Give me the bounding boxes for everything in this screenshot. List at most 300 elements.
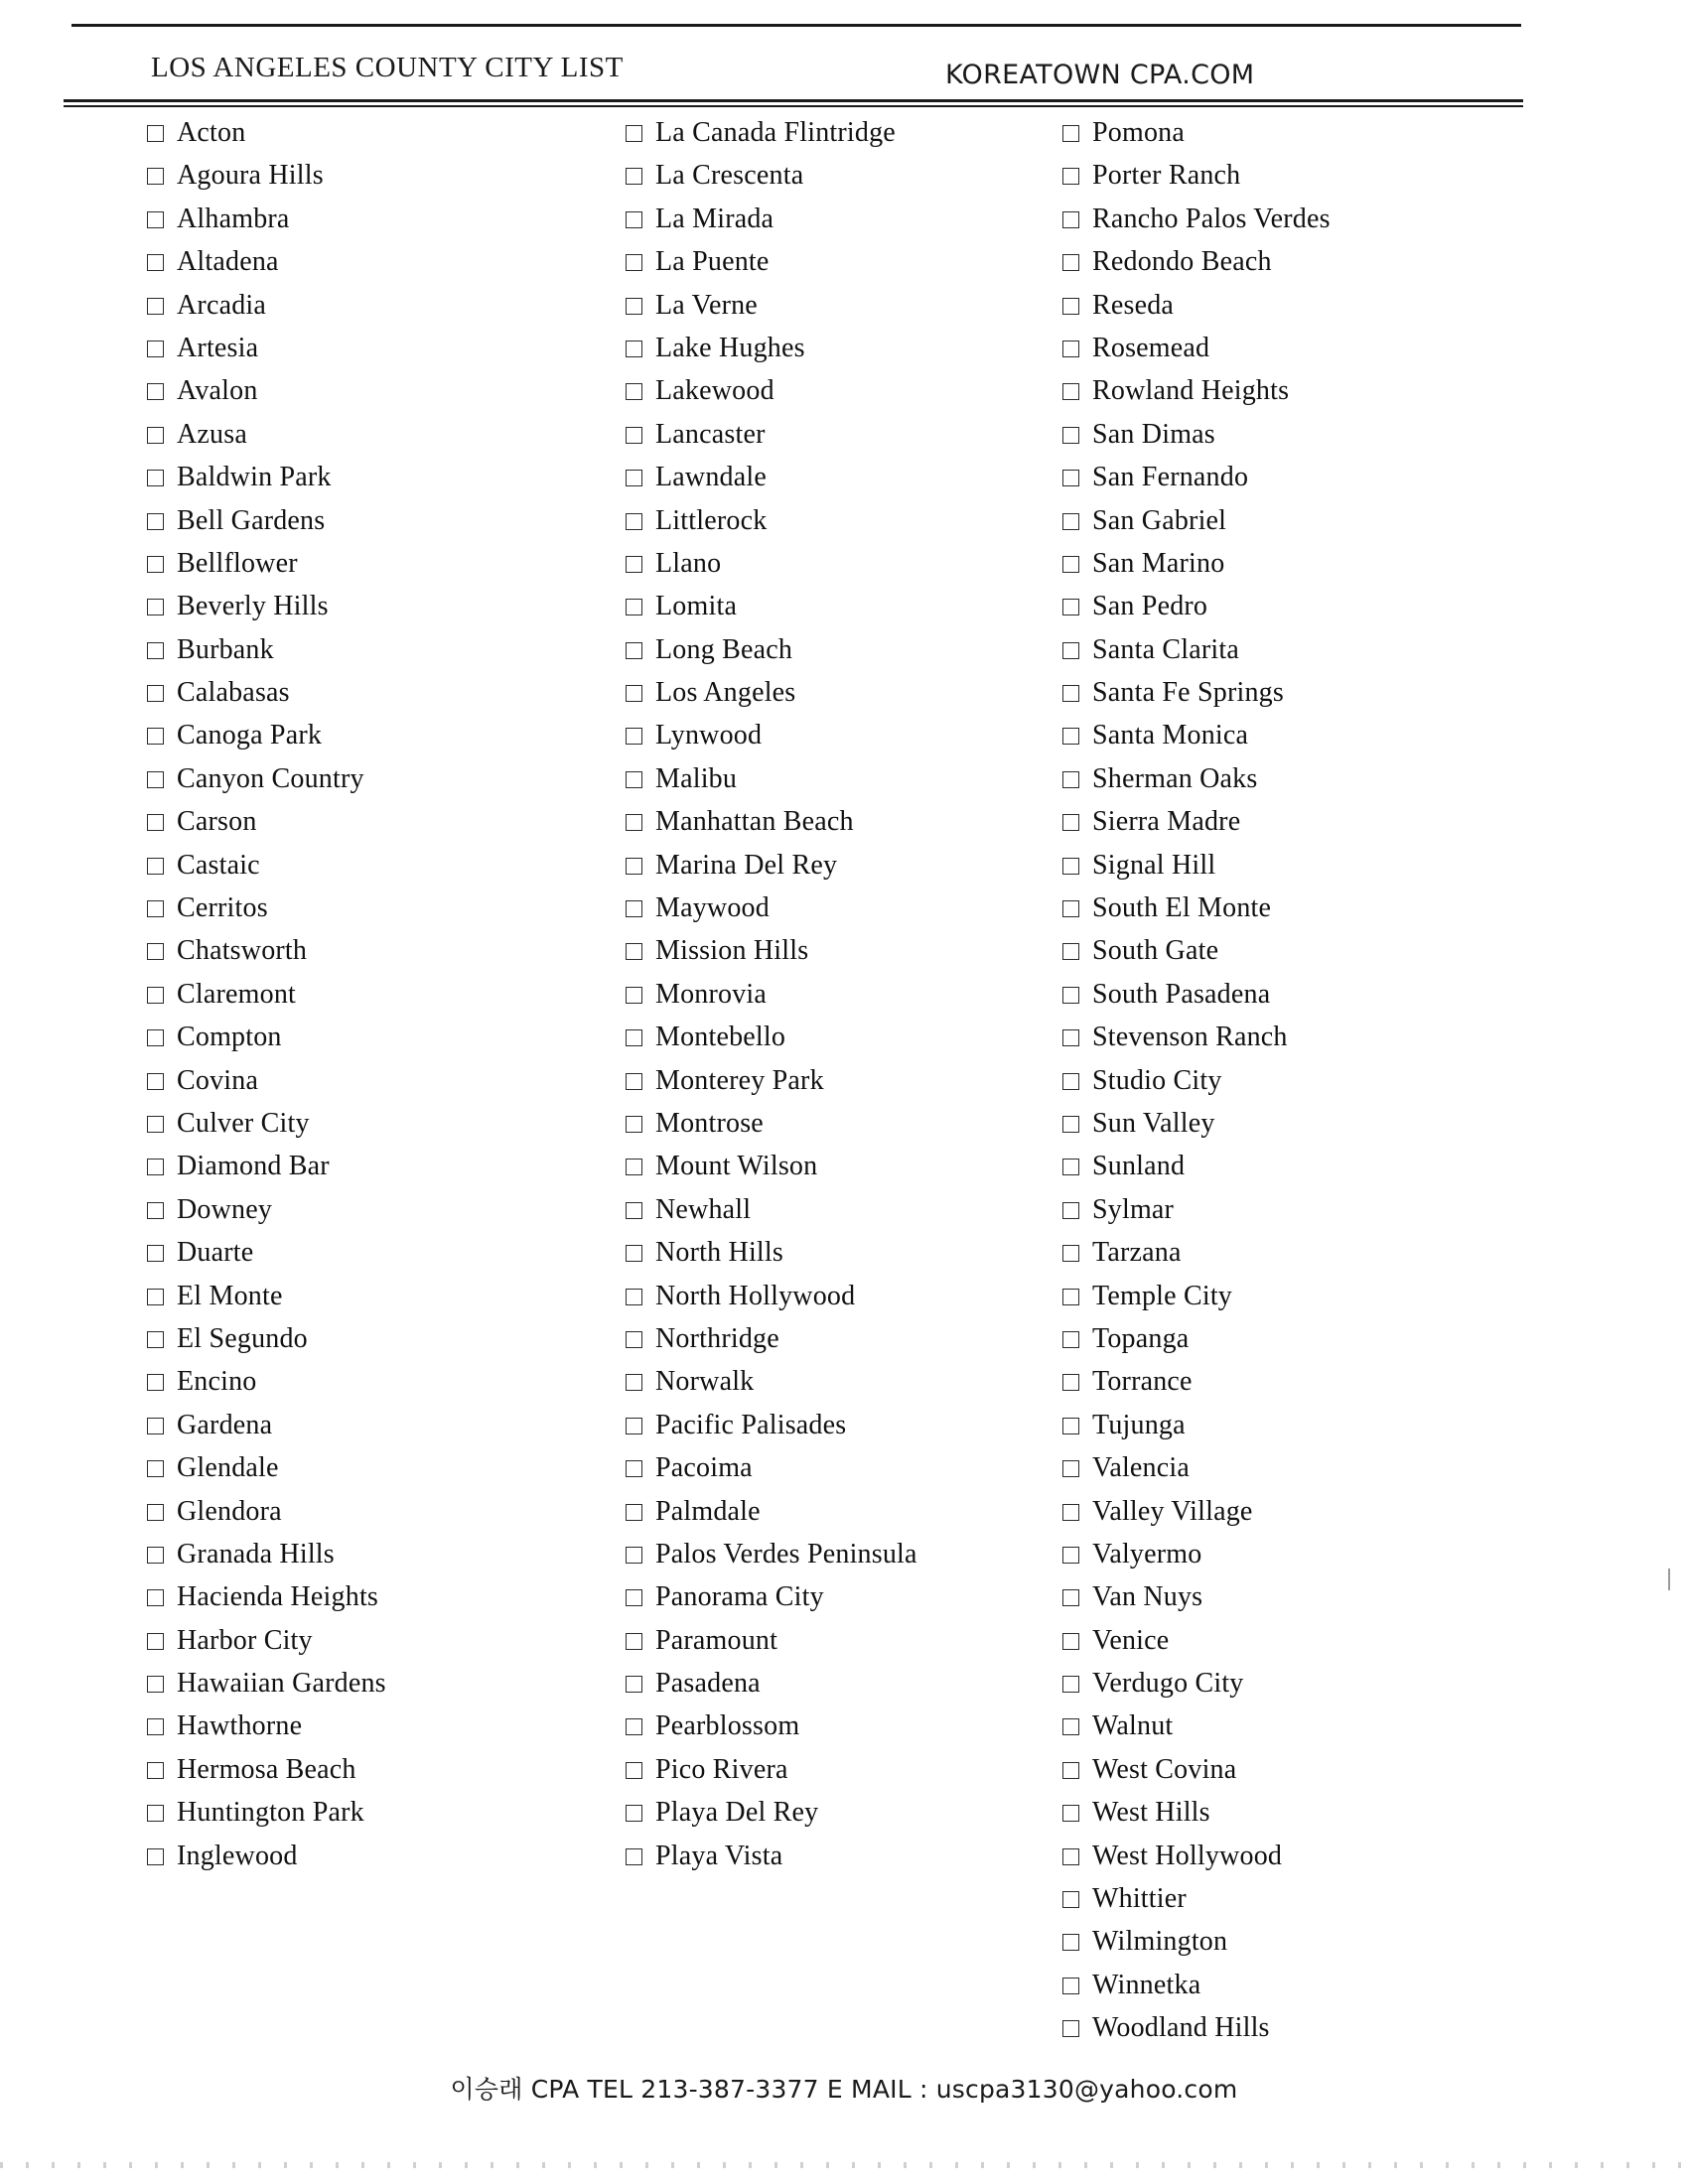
city-list-item[interactable] bbox=[626, 456, 1082, 498]
city-list-item[interactable] bbox=[626, 1016, 1082, 1058]
checkbox-icon[interactable] bbox=[147, 685, 164, 702]
checkbox-icon[interactable] bbox=[626, 1805, 642, 1822]
checkbox-icon[interactable] bbox=[626, 1245, 642, 1262]
city-list-item[interactable] bbox=[1062, 542, 1519, 585]
city-list-item[interactable] bbox=[147, 1059, 614, 1102]
checkbox-icon[interactable] bbox=[626, 943, 642, 960]
city-list-item[interactable] bbox=[1062, 628, 1519, 671]
city-list-item[interactable] bbox=[626, 198, 1082, 240]
city-name-label: Altadena bbox=[177, 246, 279, 278]
checkbox-icon[interactable] bbox=[1062, 1934, 1079, 1951]
city-list-item[interactable] bbox=[1062, 671, 1519, 714]
checkbox-icon[interactable] bbox=[147, 1547, 164, 1564]
checkbox-icon[interactable] bbox=[626, 1504, 642, 1521]
city-list-item[interactable] bbox=[626, 1748, 1082, 1791]
city-list-item[interactable] bbox=[626, 1533, 1082, 1575]
city-name-label: Marina Del Rey bbox=[655, 849, 838, 881]
city-list-item[interactable] bbox=[1062, 1533, 1519, 1575]
city-list-item[interactable] bbox=[626, 542, 1082, 585]
checkbox-icon[interactable] bbox=[147, 341, 164, 357]
city-list-item[interactable] bbox=[626, 1575, 1082, 1618]
city-list-item[interactable] bbox=[147, 1748, 614, 1791]
city-list-item[interactable] bbox=[1062, 1145, 1519, 1187]
city-name-label: Baldwin Park bbox=[177, 462, 332, 493]
checkbox-icon[interactable] bbox=[626, 1374, 642, 1391]
checkbox-icon[interactable] bbox=[1062, 556, 1079, 573]
city-list-item[interactable] bbox=[1062, 327, 1519, 369]
city-list-item[interactable] bbox=[147, 1360, 614, 1403]
city-name-label: Gardena bbox=[177, 1409, 273, 1440]
city-list-item[interactable] bbox=[147, 628, 614, 671]
city-list-item[interactable] bbox=[1062, 1619, 1519, 1662]
checkbox-icon[interactable] bbox=[147, 1245, 164, 1262]
checkbox-icon[interactable] bbox=[626, 728, 642, 745]
checkbox-icon[interactable] bbox=[147, 987, 164, 1004]
city-list-item[interactable] bbox=[147, 887, 614, 929]
city-name-label: Covina bbox=[177, 1064, 259, 1096]
header-double-rule bbox=[64, 99, 1523, 107]
city-list-item[interactable] bbox=[147, 1533, 614, 1575]
checkbox-icon[interactable] bbox=[1062, 1116, 1079, 1133]
city-column-1 bbox=[147, 111, 614, 1877]
checkbox-icon[interactable] bbox=[626, 1289, 642, 1305]
city-name-label: Alhambra bbox=[177, 203, 290, 234]
city-list-item[interactable] bbox=[147, 369, 614, 412]
city-name-label: Hermosa Beach bbox=[177, 1753, 356, 1785]
city-list-item[interactable] bbox=[1062, 1835, 1519, 1877]
checkbox-icon[interactable] bbox=[1062, 1159, 1079, 1175]
city-list-item[interactable] bbox=[1062, 369, 1519, 412]
city-list-item[interactable] bbox=[626, 973, 1082, 1016]
checkbox-icon[interactable] bbox=[147, 771, 164, 788]
checkbox-icon[interactable] bbox=[1062, 2020, 1079, 2037]
checkbox-icon[interactable] bbox=[1062, 858, 1079, 875]
city-name-label: Tujunga bbox=[1092, 1409, 1186, 1440]
checkbox-icon[interactable] bbox=[626, 1848, 642, 1865]
city-name-label: Hawaiian Gardens bbox=[177, 1668, 386, 1700]
checkbox-icon[interactable] bbox=[1062, 1331, 1079, 1348]
city-list-item[interactable] bbox=[626, 327, 1082, 369]
checkbox-icon[interactable] bbox=[1062, 1245, 1079, 1262]
checkbox-icon[interactable] bbox=[1062, 1589, 1079, 1606]
checkbox-icon[interactable] bbox=[626, 1418, 642, 1434]
city-list-item[interactable] bbox=[1062, 198, 1519, 240]
city-list-item[interactable] bbox=[626, 240, 1082, 283]
checkbox-icon[interactable] bbox=[1062, 900, 1079, 917]
checkbox-icon[interactable] bbox=[1062, 211, 1079, 228]
city-list-item[interactable] bbox=[147, 671, 614, 714]
checkbox-icon[interactable] bbox=[147, 254, 164, 271]
city-name-label: Montebello bbox=[655, 1022, 786, 1053]
checkbox-icon[interactable] bbox=[626, 1460, 642, 1477]
checkbox-icon[interactable] bbox=[626, 1676, 642, 1693]
city-list-item[interactable] bbox=[626, 585, 1082, 627]
city-name-label: Arcadia bbox=[177, 289, 267, 321]
city-list-item[interactable] bbox=[626, 413, 1082, 456]
city-list-item[interactable] bbox=[147, 1102, 614, 1145]
checkbox-icon[interactable] bbox=[1062, 1547, 1079, 1564]
city-list-item[interactable] bbox=[626, 887, 1082, 929]
city-list-item[interactable] bbox=[147, 1188, 614, 1231]
checkbox-icon[interactable] bbox=[1062, 125, 1079, 142]
city-list-item[interactable] bbox=[626, 499, 1082, 542]
city-list-item[interactable] bbox=[147, 1404, 614, 1446]
city-name-label: Culver City bbox=[177, 1107, 310, 1139]
city-list-item[interactable] bbox=[1062, 1317, 1519, 1360]
checkbox-icon[interactable] bbox=[147, 1805, 164, 1822]
checkbox-icon[interactable] bbox=[147, 728, 164, 745]
checkbox-icon[interactable] bbox=[147, 1848, 164, 1865]
city-name-label: Mount Wilson bbox=[655, 1151, 818, 1182]
checkbox-icon[interactable] bbox=[626, 1633, 642, 1650]
city-list-item[interactable] bbox=[147, 1317, 614, 1360]
checkbox-icon[interactable] bbox=[1062, 1676, 1079, 1693]
checkbox-icon[interactable] bbox=[147, 470, 164, 486]
city-list-item[interactable] bbox=[147, 714, 614, 756]
city-name-label: Whittier bbox=[1092, 1883, 1187, 1915]
city-list-item[interactable] bbox=[626, 1404, 1082, 1446]
checkbox-icon[interactable] bbox=[1062, 943, 1079, 960]
checkbox-icon[interactable] bbox=[626, 642, 642, 659]
checkbox-icon[interactable] bbox=[147, 1289, 164, 1305]
city-list-item[interactable] bbox=[1062, 499, 1519, 542]
checkbox-icon[interactable] bbox=[147, 1202, 164, 1219]
city-list-item[interactable] bbox=[147, 240, 614, 283]
city-list-item[interactable] bbox=[147, 111, 614, 154]
checkbox-icon[interactable] bbox=[1062, 1374, 1079, 1391]
city-name-label: Los Angeles bbox=[655, 677, 796, 709]
checkbox-icon[interactable] bbox=[147, 1589, 164, 1606]
city-list-item[interactable] bbox=[626, 1145, 1082, 1187]
city-list-item[interactable] bbox=[1062, 1575, 1519, 1618]
checkbox-icon[interactable] bbox=[147, 168, 164, 185]
checkbox-icon[interactable] bbox=[147, 556, 164, 573]
checkbox-icon[interactable] bbox=[147, 814, 164, 831]
city-list-item[interactable] bbox=[626, 671, 1082, 714]
city-list-item[interactable] bbox=[147, 1705, 614, 1747]
checkbox-icon[interactable] bbox=[147, 1331, 164, 1348]
city-list-item[interactable] bbox=[147, 1575, 614, 1618]
checkbox-icon[interactable] bbox=[1062, 1718, 1079, 1735]
city-list-item[interactable] bbox=[626, 1231, 1082, 1274]
city-list-item[interactable] bbox=[147, 284, 614, 327]
checkbox-icon[interactable] bbox=[147, 1718, 164, 1735]
city-name-label: Rancho Palos Verdes bbox=[1092, 203, 1331, 234]
checkbox-icon[interactable] bbox=[626, 298, 642, 315]
city-list-item[interactable] bbox=[1062, 585, 1519, 627]
city-list-item[interactable] bbox=[147, 1145, 614, 1187]
city-name-label: Long Beach bbox=[655, 633, 793, 665]
city-list-item[interactable] bbox=[147, 929, 614, 972]
checkbox-icon[interactable] bbox=[147, 1762, 164, 1779]
city-name-label: Pico Rivera bbox=[655, 1753, 788, 1785]
checkbox-icon[interactable] bbox=[1062, 599, 1079, 615]
city-name-label: Huntington Park bbox=[177, 1797, 364, 1829]
city-list-item[interactable] bbox=[626, 154, 1082, 197]
city-list-item[interactable] bbox=[626, 1835, 1082, 1877]
checkbox-icon[interactable] bbox=[147, 1504, 164, 1521]
city-list-item[interactable] bbox=[147, 456, 614, 498]
city-name-label: Lakewood bbox=[655, 375, 774, 407]
checkbox-icon[interactable] bbox=[147, 125, 164, 142]
city-list-item[interactable] bbox=[1062, 413, 1519, 456]
checkbox-icon[interactable] bbox=[626, 383, 642, 400]
city-list-item[interactable] bbox=[147, 1835, 614, 1877]
checkbox-icon[interactable] bbox=[147, 1374, 164, 1391]
city-name-label: La Canada Flintridge bbox=[655, 117, 896, 148]
city-list-item[interactable] bbox=[1062, 1404, 1519, 1446]
city-name-label: Harbor City bbox=[177, 1624, 313, 1656]
city-list-item[interactable] bbox=[147, 1619, 614, 1662]
city-name-label: West Hollywood bbox=[1092, 1840, 1283, 1871]
checkbox-icon[interactable] bbox=[1062, 470, 1079, 486]
city-list-item[interactable] bbox=[147, 542, 614, 585]
city-list-item[interactable] bbox=[1062, 1877, 1519, 1920]
checkbox-icon[interactable] bbox=[147, 642, 164, 659]
city-list-item[interactable] bbox=[1062, 456, 1519, 498]
city-name-label: Carson bbox=[177, 806, 257, 838]
city-list-item[interactable] bbox=[1062, 1791, 1519, 1834]
city-list-item[interactable] bbox=[1062, 844, 1519, 887]
checkbox-icon[interactable] bbox=[147, 383, 164, 400]
checkbox-icon[interactable] bbox=[147, 1676, 164, 1693]
city-list-item[interactable] bbox=[626, 844, 1082, 887]
checkbox-icon[interactable] bbox=[1062, 254, 1079, 271]
city-list-item[interactable] bbox=[626, 1059, 1082, 1102]
city-list-item[interactable] bbox=[626, 1102, 1082, 1145]
city-list-item[interactable] bbox=[626, 1705, 1082, 1747]
checkbox-icon[interactable] bbox=[1062, 1978, 1079, 1994]
city-name-label: Van Nuys bbox=[1092, 1581, 1203, 1613]
checkbox-icon[interactable] bbox=[626, 556, 642, 573]
city-list-item[interactable] bbox=[1062, 284, 1519, 327]
city-list-item[interactable] bbox=[626, 284, 1082, 327]
city-list-item[interactable] bbox=[147, 327, 614, 369]
city-list-item[interactable] bbox=[1062, 929, 1519, 972]
city-list-item[interactable] bbox=[1062, 887, 1519, 929]
checkbox-icon[interactable] bbox=[147, 900, 164, 917]
checkbox-icon[interactable] bbox=[626, 1116, 642, 1133]
checkbox-icon[interactable] bbox=[1062, 1289, 1079, 1305]
checkbox-icon[interactable] bbox=[1062, 341, 1079, 357]
city-list-item[interactable] bbox=[626, 757, 1082, 800]
city-list-item[interactable] bbox=[1062, 1016, 1519, 1058]
city-list-item[interactable] bbox=[1062, 240, 1519, 283]
checkbox-icon[interactable] bbox=[147, 298, 164, 315]
checkbox-icon[interactable] bbox=[1062, 814, 1079, 831]
city-list-item[interactable] bbox=[147, 154, 614, 197]
city-list-item[interactable] bbox=[1062, 1662, 1519, 1705]
city-list-item[interactable] bbox=[1062, 973, 1519, 1016]
city-list-item[interactable] bbox=[147, 1490, 614, 1533]
checkbox-icon[interactable] bbox=[626, 168, 642, 185]
checkbox-icon[interactable] bbox=[1062, 987, 1079, 1004]
city-list-item[interactable] bbox=[626, 1360, 1082, 1403]
checkbox-icon[interactable] bbox=[626, 1073, 642, 1090]
city-name-label: Santa Monica bbox=[1092, 720, 1249, 751]
city-list-item[interactable] bbox=[1062, 714, 1519, 756]
scan-artifact bbox=[0, 2162, 1688, 2168]
checkbox-icon[interactable] bbox=[1062, 642, 1079, 659]
checkbox-icon[interactable] bbox=[1062, 1762, 1079, 1779]
city-name-label: Granada Hills bbox=[177, 1538, 335, 1570]
city-list-item[interactable] bbox=[1062, 1490, 1519, 1533]
city-name-label: Winnetka bbox=[1092, 1969, 1201, 2000]
page-edge-mark bbox=[1668, 1569, 1670, 1590]
city-list-item[interactable] bbox=[1062, 1748, 1519, 1791]
city-list-item[interactable] bbox=[147, 1275, 614, 1317]
city-list-item[interactable] bbox=[147, 585, 614, 627]
city-list-item[interactable] bbox=[147, 800, 614, 843]
checkbox-icon[interactable] bbox=[626, 254, 642, 271]
checkbox-icon[interactable] bbox=[626, 125, 642, 142]
checkbox-icon[interactable] bbox=[1062, 728, 1079, 745]
checkbox-icon[interactable] bbox=[147, 1029, 164, 1046]
city-list-item[interactable] bbox=[147, 1231, 614, 1274]
city-list-item[interactable] bbox=[1062, 2006, 1519, 2049]
city-list-item[interactable] bbox=[147, 1446, 614, 1489]
city-list-item[interactable] bbox=[626, 929, 1082, 972]
city-name-label: North Hills bbox=[655, 1237, 783, 1269]
city-list-item[interactable] bbox=[1062, 1964, 1519, 2006]
checkbox-icon[interactable] bbox=[626, 858, 642, 875]
city-list-item[interactable] bbox=[1062, 111, 1519, 154]
checkbox-icon[interactable] bbox=[147, 513, 164, 530]
checkbox-icon[interactable] bbox=[626, 1547, 642, 1564]
city-list-item[interactable] bbox=[1062, 1275, 1519, 1317]
header-top-rule bbox=[71, 24, 1521, 27]
checkbox-icon[interactable] bbox=[1062, 1418, 1079, 1434]
checkbox-icon[interactable] bbox=[626, 685, 642, 702]
city-list-item[interactable] bbox=[147, 973, 614, 1016]
checkbox-icon[interactable] bbox=[1062, 427, 1079, 444]
checkbox-icon[interactable] bbox=[147, 1159, 164, 1175]
checkbox-icon[interactable] bbox=[626, 1159, 642, 1175]
checkbox-icon[interactable] bbox=[626, 987, 642, 1004]
checkbox-icon[interactable] bbox=[147, 599, 164, 615]
city-name-label: Burbank bbox=[177, 633, 274, 665]
city-name-label: Playa Del Rey bbox=[655, 1797, 819, 1829]
city-list-item[interactable] bbox=[1062, 1446, 1519, 1489]
checkbox-icon[interactable] bbox=[626, 1331, 642, 1348]
checkbox-icon[interactable] bbox=[626, 1762, 642, 1779]
city-list-item[interactable] bbox=[1062, 800, 1519, 843]
city-list-item[interactable] bbox=[626, 1791, 1082, 1834]
checkbox-icon[interactable] bbox=[147, 943, 164, 960]
checkbox-icon[interactable] bbox=[1062, 383, 1079, 400]
city-list-item[interactable] bbox=[626, 1446, 1082, 1489]
checkbox-icon[interactable] bbox=[626, 771, 642, 788]
checkbox-icon[interactable] bbox=[626, 470, 642, 486]
city-list-item[interactable] bbox=[626, 628, 1082, 671]
city-list-item[interactable] bbox=[626, 1188, 1082, 1231]
checkbox-icon[interactable] bbox=[626, 1589, 642, 1606]
checkbox-icon[interactable] bbox=[626, 599, 642, 615]
checkbox-icon[interactable] bbox=[147, 211, 164, 228]
city-list-item[interactable] bbox=[626, 1490, 1082, 1533]
city-list-item[interactable] bbox=[147, 499, 614, 542]
city-list-item[interactable] bbox=[626, 111, 1082, 154]
checkbox-icon[interactable] bbox=[1062, 298, 1079, 315]
city-list-item[interactable] bbox=[147, 198, 614, 240]
checkbox-icon[interactable] bbox=[147, 1073, 164, 1090]
checkbox-icon[interactable] bbox=[147, 1116, 164, 1133]
checkbox-icon[interactable] bbox=[626, 427, 642, 444]
city-list-item[interactable] bbox=[147, 844, 614, 887]
checkbox-icon[interactable] bbox=[626, 211, 642, 228]
checkbox-icon[interactable] bbox=[626, 1718, 642, 1735]
city-list-item[interactable] bbox=[147, 757, 614, 800]
city-list-item[interactable] bbox=[1062, 1188, 1519, 1231]
city-name-label: Venice bbox=[1092, 1624, 1170, 1656]
checkbox-icon[interactable] bbox=[1062, 1891, 1079, 1908]
city-name-label: Tarzana bbox=[1092, 1237, 1182, 1269]
checkbox-icon[interactable] bbox=[1062, 1073, 1079, 1090]
city-name-label: South Gate bbox=[1092, 935, 1219, 967]
city-list-item[interactable] bbox=[147, 1791, 614, 1834]
checkbox-icon[interactable] bbox=[626, 814, 642, 831]
city-list-item[interactable] bbox=[626, 1275, 1082, 1317]
city-list-item[interactable] bbox=[626, 1619, 1082, 1662]
city-list-item[interactable] bbox=[147, 1016, 614, 1058]
city-name-label: Monterey Park bbox=[655, 1064, 824, 1096]
city-name-label: Canyon Country bbox=[177, 762, 364, 794]
city-list-item[interactable] bbox=[1062, 1705, 1519, 1747]
city-list-item[interactable] bbox=[147, 1662, 614, 1705]
city-list-item[interactable] bbox=[626, 369, 1082, 412]
checkbox-icon[interactable] bbox=[1062, 1202, 1079, 1219]
checkbox-icon[interactable] bbox=[147, 1418, 164, 1434]
checkbox-icon[interactable] bbox=[626, 1029, 642, 1046]
checkbox-icon[interactable] bbox=[1062, 1029, 1079, 1046]
city-name-label: El Segundo bbox=[177, 1322, 308, 1354]
checkbox-icon[interactable] bbox=[147, 1460, 164, 1477]
city-name-label: Downey bbox=[177, 1193, 273, 1225]
city-name-label: Pomona bbox=[1092, 117, 1185, 148]
checkbox-icon[interactable] bbox=[1062, 513, 1079, 530]
city-list-item[interactable] bbox=[1062, 1360, 1519, 1403]
checkbox-icon[interactable] bbox=[626, 341, 642, 357]
city-list-item[interactable] bbox=[1062, 1231, 1519, 1274]
city-list-item[interactable] bbox=[626, 1662, 1082, 1705]
city-list-item[interactable] bbox=[1062, 757, 1519, 800]
checkbox-icon[interactable] bbox=[147, 427, 164, 444]
city-list-item[interactable] bbox=[626, 714, 1082, 756]
checkbox-icon[interactable] bbox=[147, 858, 164, 875]
city-list-item[interactable] bbox=[147, 413, 614, 456]
checkbox-icon[interactable] bbox=[1062, 1460, 1079, 1477]
checkbox-icon[interactable] bbox=[1062, 1633, 1079, 1650]
checkbox-icon[interactable] bbox=[626, 1202, 642, 1219]
page-title: LOS ANGELES COUNTY CITY LIST bbox=[151, 52, 624, 83]
city-list-item[interactable] bbox=[626, 800, 1082, 843]
city-list-item[interactable] bbox=[1062, 154, 1519, 197]
checkbox-icon[interactable] bbox=[147, 1633, 164, 1650]
checkbox-icon[interactable] bbox=[1062, 685, 1079, 702]
checkbox-icon[interactable] bbox=[626, 900, 642, 917]
checkbox-icon[interactable] bbox=[1062, 1848, 1079, 1865]
checkbox-icon[interactable] bbox=[626, 513, 642, 530]
checkbox-icon[interactable] bbox=[1062, 1504, 1079, 1521]
city-list-item[interactable] bbox=[1062, 1059, 1519, 1102]
footer-contact-text: 이승래 CPA TEL 213-387-3377 E MAIL : uscpa3130@yahoo.com bbox=[450, 2075, 1238, 2104]
checkbox-icon[interactable] bbox=[1062, 771, 1079, 788]
city-list-item[interactable] bbox=[1062, 1102, 1519, 1145]
checkbox-icon[interactable] bbox=[1062, 168, 1079, 185]
checkbox-icon[interactable] bbox=[1062, 1805, 1079, 1822]
city-list-item[interactable] bbox=[626, 1317, 1082, 1360]
city-list-item[interactable] bbox=[1062, 1920, 1519, 1963]
